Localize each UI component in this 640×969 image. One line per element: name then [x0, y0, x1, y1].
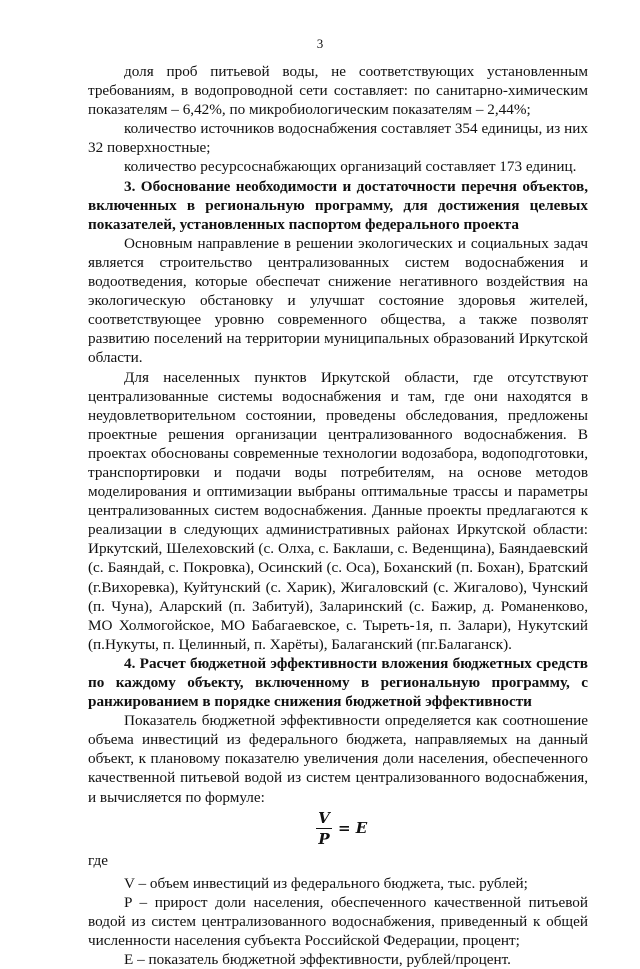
where-label: где	[88, 851, 108, 869]
paragraph-sample-share: доля проб питьевой воды, не соответствующих установленным требованиям, в водопроводной сети составляет: по санитарно-химическим показателям – 6,42%, по микробиологическим показателям – 2,44%;	[88, 63, 588, 119]
section-4-paragraph-1: Показатель бюджетной эффективности определяется как соотношение объема инвестиций из федерального бюджета, направляемых на данный объект, к плановому показателю увеличения доли населения, обеспеченного качественной питьевой водой из систем централизованного водоснабжения, и вычисляется по формуле:	[88, 712, 588, 806]
page-number: 3	[316, 36, 324, 51]
paragraph-supply-organizations: количество ресурсоснабжающих организаций составляет 173 единиц.	[124, 158, 577, 176]
section-3-paragraph-2: Для населенных пунктов Иркутской области, где отсутствуют централизованные системы водоснабжения и там, где они находятся в неудовлетворительном состоянии, проведены обследования, предложены проектные решения организации централизованного водоснабжения. В проектах обоснованы современные технологии водозабора, водоподготовки, транспортировки и подачи воды потребителям, на основе методов моделирования и оптимизации выбраны оптимальные трассы и параметры централизованных систем водоснабжения. Данные проекты предлагаются к реализации в следующих административных районах Иркутской области: Иркутский, Шелеховский (с. Олха, с. Баклаши, с. Веденщина), Баяндаевский (с. Баяндай, с. Покровка), Осинский (с. Оса), Боханский (п. Бохан), Братский (г.Вихоревка), Куйтунский (с. Харик), Жигаловский (с. Жигалово), Чунский (п. Чуна), Аларский (п. Забитуй), Заларинский (с. Бажир, д. Романенково, МО Холмогойское, МО Бабагаевское, с. Тыреть-1я, п. Залари), Нукутский (п.Нукуты, п. Целинный, п. Харёты), Балаганский (пг.Балаганск).	[88, 368, 588, 653]
document-body	[88, 62, 588, 969]
formula-denominator: P	[318, 829, 330, 848]
fraction-bar	[316, 828, 332, 829]
section-4-heading: 4. Расчет бюджетной эффективности вложения бюджетных средств по каждому объекту, включенному в региональную программу, с ранжированием в порядке снижения бюджетной эффективности	[88, 654, 588, 711]
section-3-heading: 3. Обоснование необходимости и достаточности перечня объектов, включенных в региональную программу, для достижения целевых показателей, установленных паспортом федерального проекта	[88, 177, 588, 233]
definition-v: V – объем инвестиций из федерального бюджета, тыс. рублей;	[124, 874, 528, 892]
formula-result: = E	[338, 818, 368, 837]
definition-p: P – прирост доли населения, обеспеченного качественной питьевой водой из систем централизованного водоснабжения, приведенный к общей численности населения субъекта Российской Федерации, процент;	[88, 893, 588, 950]
section-3-paragraph-1: Основным направление в решении экологических и социальных задач является строительство централизованных систем водоснабжения и водоотведения, которые обеспечат снижение негативного воздействия на экологическую обстановку и улучшат состояние здоровья жителей, соответствующее уровню современного общества, а также позволят развитию поселений на территории муниципальных образований Иркутской области.	[88, 234, 588, 367]
formula-numerator: V	[318, 808, 330, 827]
formula-fraction	[316, 809, 332, 848]
paragraph-water-sources: количество источников водоснабжения составляет 354 единицы, из них 32 поверхностные;	[88, 120, 588, 157]
efficiency-formula	[88, 807, 588, 851]
definition-e: E – показатель бюджетной эффективности, рублей/процент.	[124, 951, 511, 969]
